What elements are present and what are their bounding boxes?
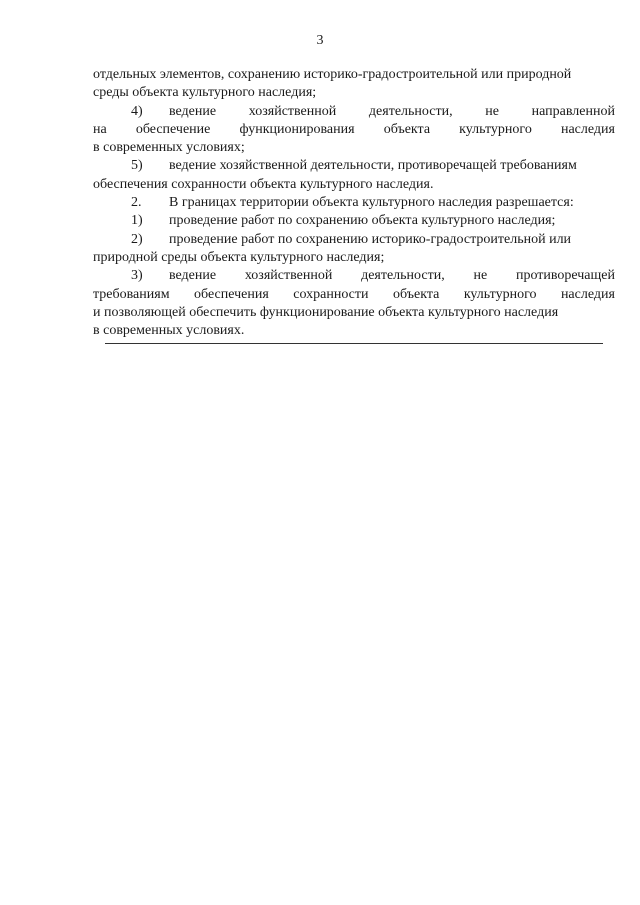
list-item-number: 2) bbox=[131, 231, 143, 247]
word: противоречащей bbox=[515, 268, 615, 284]
text-line-15: в современных условиях. bbox=[93, 323, 245, 339]
end-of-text-rule bbox=[105, 343, 603, 344]
list-item-2 bbox=[93, 231, 615, 249]
list-item-5 bbox=[93, 157, 615, 175]
word: наследия bbox=[560, 121, 615, 137]
text-line-2: среды объекта культурного наследия; bbox=[93, 85, 317, 101]
word: деятельности, bbox=[361, 268, 445, 284]
list-item-text: проведение работ по сохранению объекта культурного наследия; bbox=[169, 213, 556, 229]
word: объекта bbox=[392, 286, 440, 302]
word: не bbox=[485, 103, 499, 119]
text-line-5: в современных условиях; bbox=[93, 140, 245, 156]
word: не bbox=[473, 268, 488, 284]
justified-line bbox=[169, 267, 615, 285]
word: объекта bbox=[383, 121, 431, 137]
text-line-7: обеспечения сохранности объекта культурного наследия. bbox=[93, 176, 434, 192]
word: ведение bbox=[169, 268, 217, 284]
word: культурного bbox=[459, 121, 532, 137]
list-item-1 bbox=[93, 212, 615, 230]
word: функционирования bbox=[239, 121, 355, 137]
page-number: 3 bbox=[316, 33, 324, 48]
section-number: 2. bbox=[131, 195, 142, 211]
word: хозяйственной bbox=[244, 268, 333, 284]
word: ведение bbox=[169, 103, 217, 119]
text-line-11: природной среды объекта культурного наследия; bbox=[93, 249, 385, 265]
word: деятельности, bbox=[368, 103, 453, 119]
section-2-heading bbox=[93, 194, 615, 212]
word: сохранности bbox=[293, 286, 369, 302]
list-item-text: ведение хозяйственной деятельности, противоречащей требованиям bbox=[169, 158, 577, 174]
list-item-number: 1) bbox=[131, 213, 143, 229]
word: направленной bbox=[531, 103, 615, 119]
text-line-14: и позволяющей обеспечить функционирование объекта культурного наследия bbox=[93, 304, 559, 320]
word: наследия bbox=[560, 286, 615, 302]
word: на bbox=[93, 121, 107, 137]
list-item-number: 3) bbox=[131, 268, 143, 284]
list-item-4 bbox=[93, 103, 615, 121]
section-text: В границах территории объекта культурного наследия разрешается: bbox=[169, 195, 574, 211]
word: требованиям bbox=[93, 286, 170, 302]
document-body bbox=[93, 66, 615, 340]
justified-line bbox=[93, 121, 615, 139]
word: хозяйственной bbox=[248, 103, 337, 119]
justified-line bbox=[169, 103, 615, 121]
word: культурного bbox=[463, 286, 537, 302]
list-item-text: проведение работ по сохранению историко-градостроительной или bbox=[169, 231, 572, 247]
text-line-1: отдельных элементов, сохранению историко-градостроительной или природной bbox=[93, 67, 572, 82]
list-item-3 bbox=[93, 267, 615, 285]
justified-line bbox=[93, 286, 615, 304]
list-item-number: 5) bbox=[131, 158, 143, 174]
word: обеспечения bbox=[194, 286, 269, 302]
list-item-number: 4) bbox=[131, 103, 143, 119]
word: обеспечение bbox=[135, 121, 211, 137]
